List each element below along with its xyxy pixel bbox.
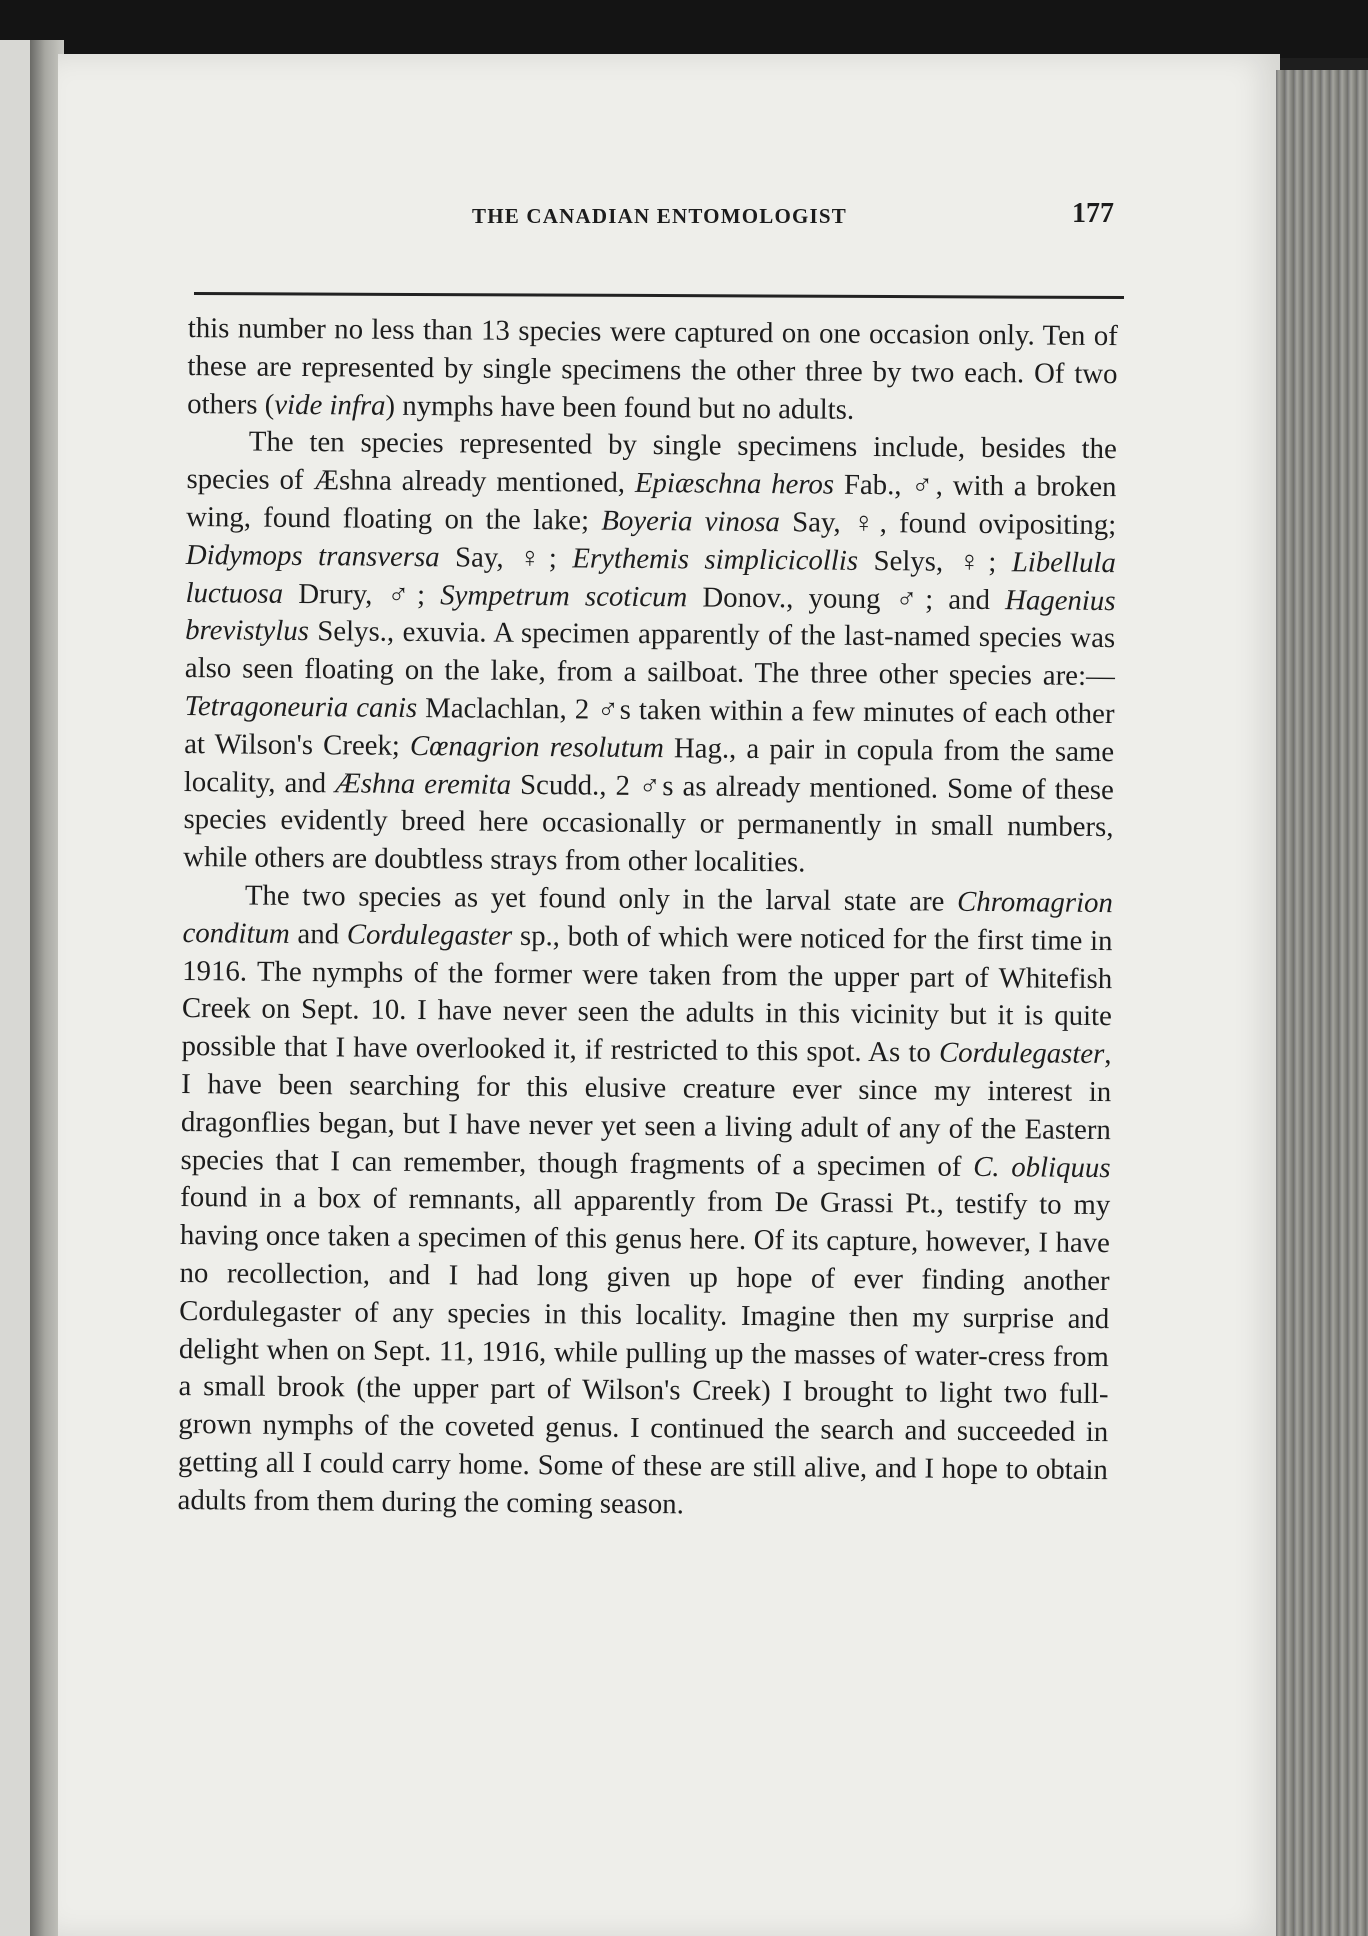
text-run: ) nymphs have been found but no adults. [385,389,855,426]
italic-term: Sympetrum scoticum [440,578,688,613]
paragraph [187,310,1118,432]
italic-term: Cœnagrion resolutum [409,729,664,764]
text-run: The ten species represented by single specimens include, besides the species of Æshna already mentioned, [186,425,1117,500]
page-stack-edges [1276,70,1368,1936]
article-body [177,310,1118,1528]
italic-term: Erythemis simplicicollis [572,542,859,577]
italic-term: Æshna eremita [335,766,512,801]
text-run: Drury, ♂; [282,577,441,611]
italic-term: Cordulegaster [938,1036,1105,1071]
text-run: Donov., young ♂; and [687,580,1006,616]
running-header [138,196,1118,236]
text-run: Scudd., 2 ♂s as already mentioned. Some of these species evidently breed here occasionally or permanently in small numbers, while others are doubtless strays from other localities. [183,768,1114,879]
text-run: The two species as yet found only in the larval state are [244,879,958,918]
text-run: Selys., exuvia. A specimen apparently of the last-named species was also seen floating on the lake, from a sailboat. The three other species are:— [184,615,1116,693]
italic-term: Hagenius brevistylus [185,583,1116,648]
italic-term: Tetragoneuria canis [184,689,418,724]
text-run: Say, ♀; [439,540,573,575]
text-run: Fab., ♂, with a broken wing, found floating on the lake; [186,468,1117,537]
paragraph [177,877,1113,1528]
text-run: Hag., a pair in copula from the same locality, and [183,731,1115,799]
page-number: 177 [1072,198,1114,229]
italic-term: Boyeria vinosa [601,504,781,539]
scan-top-margin [0,0,1368,58]
italic-term: vide infra [274,388,386,422]
italic-term: Epiæschna heros [634,467,835,501]
facing-page-edge [0,40,30,1936]
journal-title: THE CANADIAN ENTOMOLOGIST [472,204,848,228]
text-run: , I have been searching for this elusive creature ever since my interest in dragonflies began, but I have never yet seen a living adult of any of the Eastern species that I can remember, though fragments of a specimen of [180,1038,1112,1183]
paragraph [183,423,1117,885]
text-run: found in a box of remnants, all apparently from De Grassi Pt., testify to my having once taken a specimen of this genus here. Of its capture, however, I have no recollection, and I had long given up hope of ever finding another Cordulegaster of any species in this locality. Imagine then my surprise and delight when on Sept. 11, 1916, while pulling up the masses of water-cress from a small brook (the upper part of Wilson's Creek) I brought to light two full-grown nymphs of the coveted genus. I continued the search and succeeded in getting all I could carry home. Some of these are still alive, and I hope to obtain adults from them during the coming season. [177,1181,1111,1521]
italic-term: Cordulegaster [346,918,513,952]
text-run: this number no less than 13 species were captured on one occasion only. Ten of these are represented by single specimens the other three by two each. Of two others ( [187,311,1118,421]
italic-term: Didymops transversa [185,538,440,573]
italic-term: Chromagrion conditum [182,885,1113,950]
text-run: Maclachlan, 2 ♂s taken within a few minutes of each other at Wilson's Creek; [184,691,1115,762]
text-run: sp., both of which were noticed for the first time in 1916. The nymphs of the former were taken from the upper part of Whitefish Creek on Sept. 10. I have never seen the adults in this vicinity but it is quite possible that I have overlooked it, if restricted to this spot. As to [181,919,1113,1069]
italic-term: C. obliquus [973,1150,1111,1184]
italic-term: Libellula luctuosa [185,545,1116,610]
text-run: Selys, ♀; [857,544,1012,578]
text-run: and [289,917,347,951]
text-run: Say, ♀, found ovipositing; [779,506,1117,542]
